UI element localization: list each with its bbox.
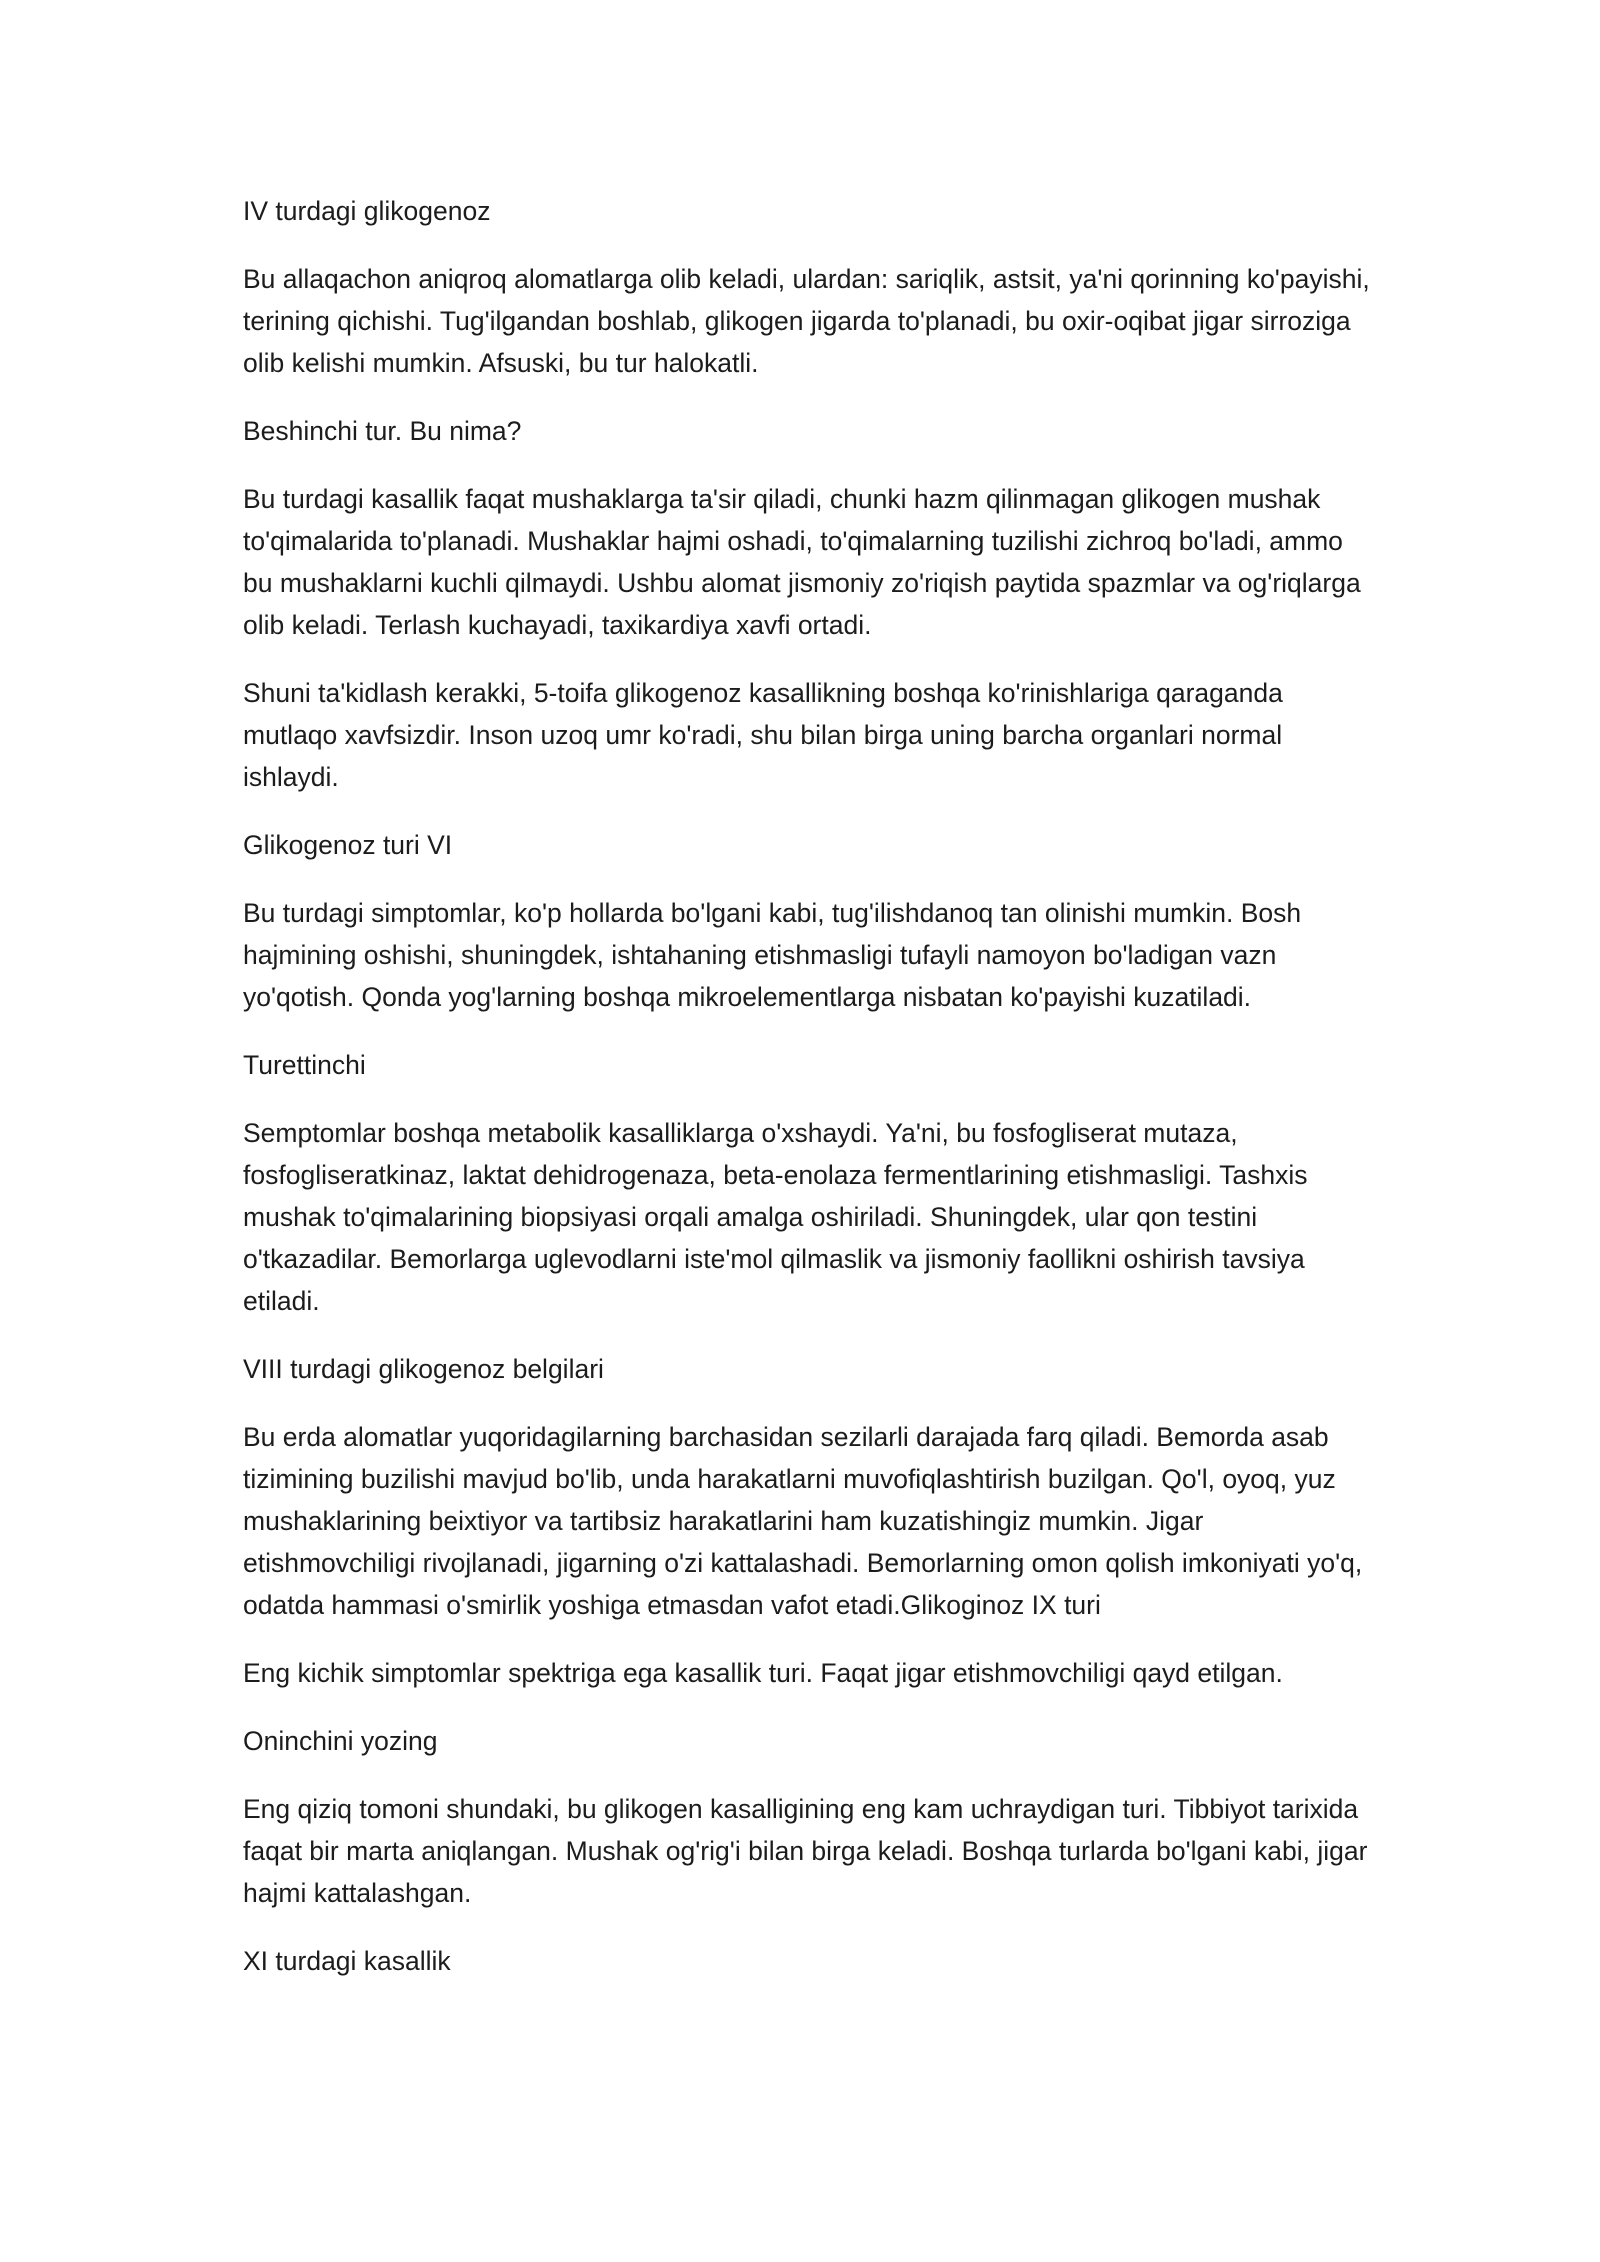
paragraph-type-v-symptoms: Bu turdagi kasallik faqat mushaklarga ta'sir qiladi, chunki hazm qilinmagan glikogen mushak to'qimalarida to'planadi. Mushaklar hajmi oshadi, to'qimalarning tuzilishi zichroq bo'ladi, ammo bu mushaklarni kuchli qilmaydi. Ushbu alomat jismoniy zo'riqish paytida spazmlar va og'riqlarga olib keladi. Terlash kuchayadi, taxikardiya xavfi ortadi. bbox=[243, 484, 1361, 640]
paragraph-type-vii: Semptomlar boshqa metabolik kasalliklarga o'xshaydi. Ya'ni, bu fosfogliserat mutaza, fosfogliseratkinaz, laktat dehidrogenaza, beta-enolaza fermentlarining etishmasligi. Tashxis mushak to'qimalarining biopsiyasi orqali amalga oshiriladi. Shuningdek, ular qon testini o'tkazadilar. Bemorlarga uglevodlarni iste'mol qilmaslik va jismoniy faollikni oshirish tavsiya etiladi. bbox=[243, 1118, 1308, 1316]
paragraph-type-vi: Bu turdagi simptomlar, ko'p hollarda bo'lgani kabi, tug'ilishdanoq tan olinishi mumkin. Bosh hajmining oshishi, shuningdek, ishtahaning etishmasligi tufayli namoyon bo'ladigan vazn yo'qotish. Qonda yog'larning boshqa mikroelementlarga nisbatan ko'payishi kuzatiladi. bbox=[243, 898, 1302, 1012]
paragraph-type-x: Eng qiziq tomoni shundaki, bu glikogen kasalligining eng kam uchraydigan turi. Tibbiyot tarixida faqat bir marta aniqlangan. Mushak og'rig'i bilan birga keladi. Boshqa turlarda bo'lgani kabi, jigar hajmi kattalashgan. bbox=[243, 1794, 1368, 1908]
paragraph-type-viii: Bu erda alomatlar yuqoridagilarning barchasidan sezilarli darajada farq qiladi. Bemorda asab tizimining buzilishi mavjud bo'lib, unda harakatlarni muvofiqlashtirish buzilgan. Qo'l, oyoq, yuz mushaklarining beixtiyor va tartibsiz harakatlarini ham kuzatishingiz mumkin. Jigar etishmovchiligi rivojlanadi, jigarning o'zi kattalashadi. Bemorlarning omon qolish imkoniyati yo'q, odatda hammasi o'smirlik yoshiga etmasdan vafot etadi.Glikoginoz IX turi bbox=[243, 1422, 1363, 1620]
heading-type-vii: Turettinchi bbox=[243, 1050, 366, 1080]
paragraph-type-iv: Bu allaqachon aniqroq alomatlarga olib keladi, ulardan: sariqlik, astsit, ya'ni qorinning ko'payishi, terining qichishi. Tug'ilgandan boshlab, glikogen jigarda to'planadi, bu oxir-oqibat jigar sirroziga olib kelishi mumkin. Afsuski, bu tur halokatli. bbox=[243, 264, 1370, 378]
heading-type-vi: Glikogenoz turi VI bbox=[243, 830, 453, 860]
heading-type-v: Beshinchi tur. Bu nima? bbox=[243, 416, 522, 446]
heading-type-iv: IV turdagi glikogenoz bbox=[243, 196, 491, 226]
paragraph-type-v-safety: Shuni ta'kidlash kerakki, 5-toifa glikogenoz kasallikning boshqa ko'rinishlariga qaraganda mutlaqo xavfsizdir. Inson uzoq umr ko'radi, shu bilan birga uning barcha organlari normal ishlaydi. bbox=[243, 678, 1283, 792]
paragraph-type-ix: Eng kichik simptomlar spektriga ega kasallik turi. Faqat jigar etishmovchiligi qayd etilgan. bbox=[243, 1658, 1283, 1688]
document-page bbox=[243, 190, 1378, 2008]
heading-type-viii: VIII turdagi glikogenoz belgilari bbox=[243, 1354, 604, 1384]
heading-type-x: Oninchini yozing bbox=[243, 1726, 438, 1756]
heading-type-xi: XI turdagi kasallik bbox=[243, 1946, 451, 1976]
